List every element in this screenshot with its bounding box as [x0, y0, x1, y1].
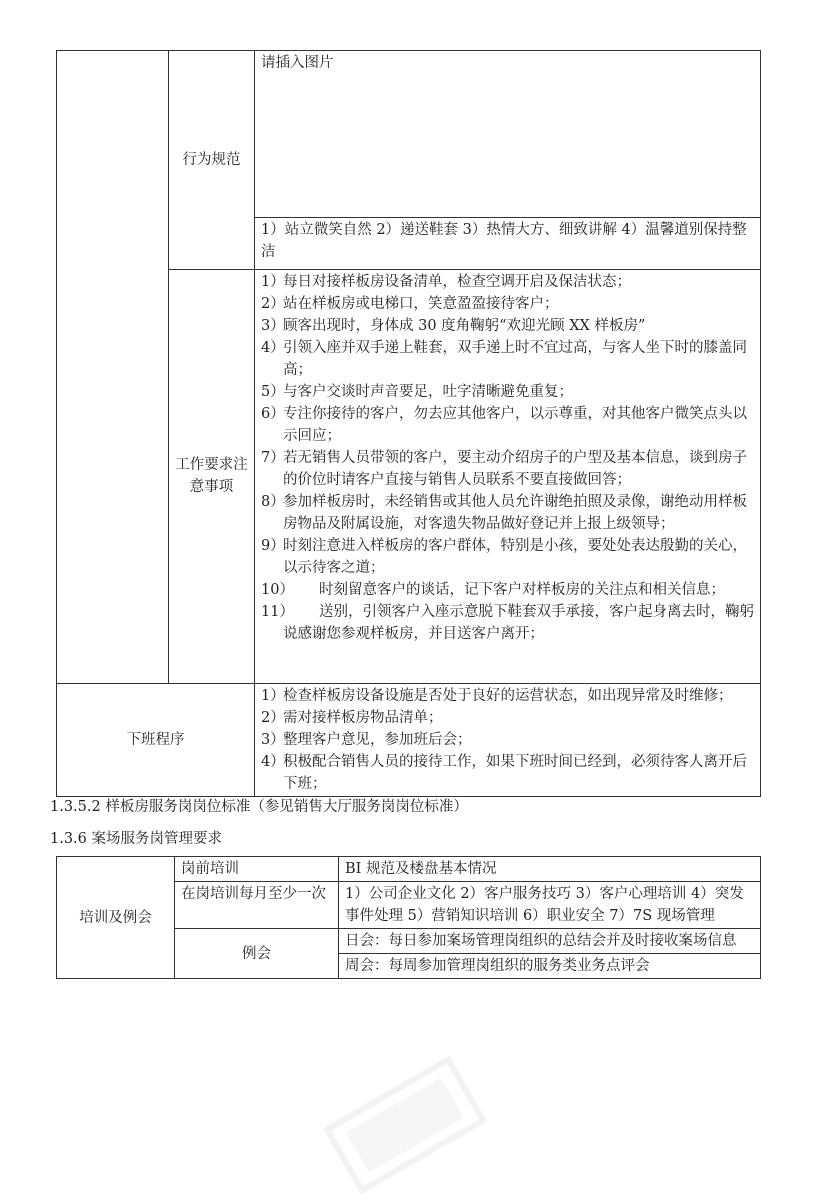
list-item: 11） 送别，引领客户入座示意脱下鞋套双手承接，客户起身离去时，鞠躬说感谢您参观样板房，并目送客户离开； [261, 603, 754, 642]
list-item: 7） 若无销售人员带领的客户，要主动介绍房子的户型及基本信息，谈到房子的价位时请客户直接与销售人员联系不要直接做回答； [261, 449, 747, 488]
section-heading-service-post: 1.3.6 案场服务岗管理要求 [50, 831, 223, 847]
training-group-label: 培训及例会 [57, 857, 175, 979]
list-item: 4） 引领入座并双手递上鞋套，双手递上时不宜过高，与客人坐下时的膝盖同高； [261, 339, 747, 378]
list-item: 8） 参加样板房时，未经销售或其他人员允许谢绝拍照及录像，谢绝动用样板房物品及附属设施，对客遗失物品做好登记并上报上级领导； [261, 493, 747, 532]
offduty-list [255, 684, 761, 797]
work-requirements-list [255, 269, 761, 683]
list-item: 2） 需对接样板房物品清单； [261, 710, 443, 726]
list-item: 10） 时刻留意客户的谈话，记下客户对样板房的关注点和相关信息； [261, 581, 725, 598]
offduty-label: 下班程序 [57, 684, 255, 797]
onjob-training-label: 在岗培训每月至少一次 [175, 882, 339, 929]
list-item: 6） 专注你接待的客户，勿去应其他客户，以示尊重，对其他客户微笑点头以示回应； [261, 405, 747, 444]
service-standard-table [56, 50, 761, 797]
work-requirements-label: 工作要求注意事项 [169, 269, 255, 683]
pre-training-label: 岗前培训 [175, 857, 339, 882]
daily-meeting: 日会：每日参加案场管理岗组织的总结会并及时接收案场信息 [339, 929, 761, 954]
watermark-stamp-icon [318, 1049, 493, 1201]
list-item: 4） 积极配合销售人员的接待工作，如果下班时间已经到，必须待客人离开后下班； [261, 754, 747, 792]
list-item: 1） 检查样板房设备设施是否处于良好的运营状态，如出现异常及时维修； [261, 688, 733, 704]
list-item: 9） 时刻注意进入样板房的客户群体，特别是小孩，要处处表达殷勤的关心，以示待客之道； [261, 537, 747, 576]
list-item: 3） 整理客户意见，参加班后会； [261, 732, 472, 748]
image-placeholder: 请插入图片 [255, 51, 761, 218]
section-heading-sample-room: 1.3.5.2 样板房服务岗岗位标准（参见销售大厅服务岗岗位标准） [50, 799, 468, 815]
list-item: 5） 与客户交谈时声音要足，吐字清晰避免重复； [261, 383, 573, 400]
pre-training-content: BI 规范及楼盘基本情况 [339, 857, 761, 882]
meeting-label: 例会 [175, 929, 339, 979]
list-item: 3） 顾客出现时，身体成 30 度角鞠躬“欢迎光顾 XX 样板房” [261, 317, 646, 334]
list-item: 1） 每日对接样板房设备清单，检查空调开启及保洁状态； [261, 273, 631, 290]
behavior-label: 行为规范 [169, 51, 255, 270]
weekly-meeting: 周会：每周参加管理岗组织的服务类业务点评会 [339, 954, 761, 979]
behavior-summary: 1）站立微笑自然 2）递送鞋套 3）热情大方、细致讲解 4）温馨道别保持整洁 [255, 218, 761, 270]
training-meeting-table [56, 856, 761, 979]
onjob-training-content: 1）公司企业文化 2）客户服务技巧 3）客户心理培训 4）突发事件处理 5）营销知识培训 6）职业安全 7）7S 现场管理 [339, 882, 761, 929]
list-item: 2） 站在样板房或电梯口，笑意盈盈接待客户； [261, 295, 559, 312]
merged-left-cell [57, 51, 169, 684]
